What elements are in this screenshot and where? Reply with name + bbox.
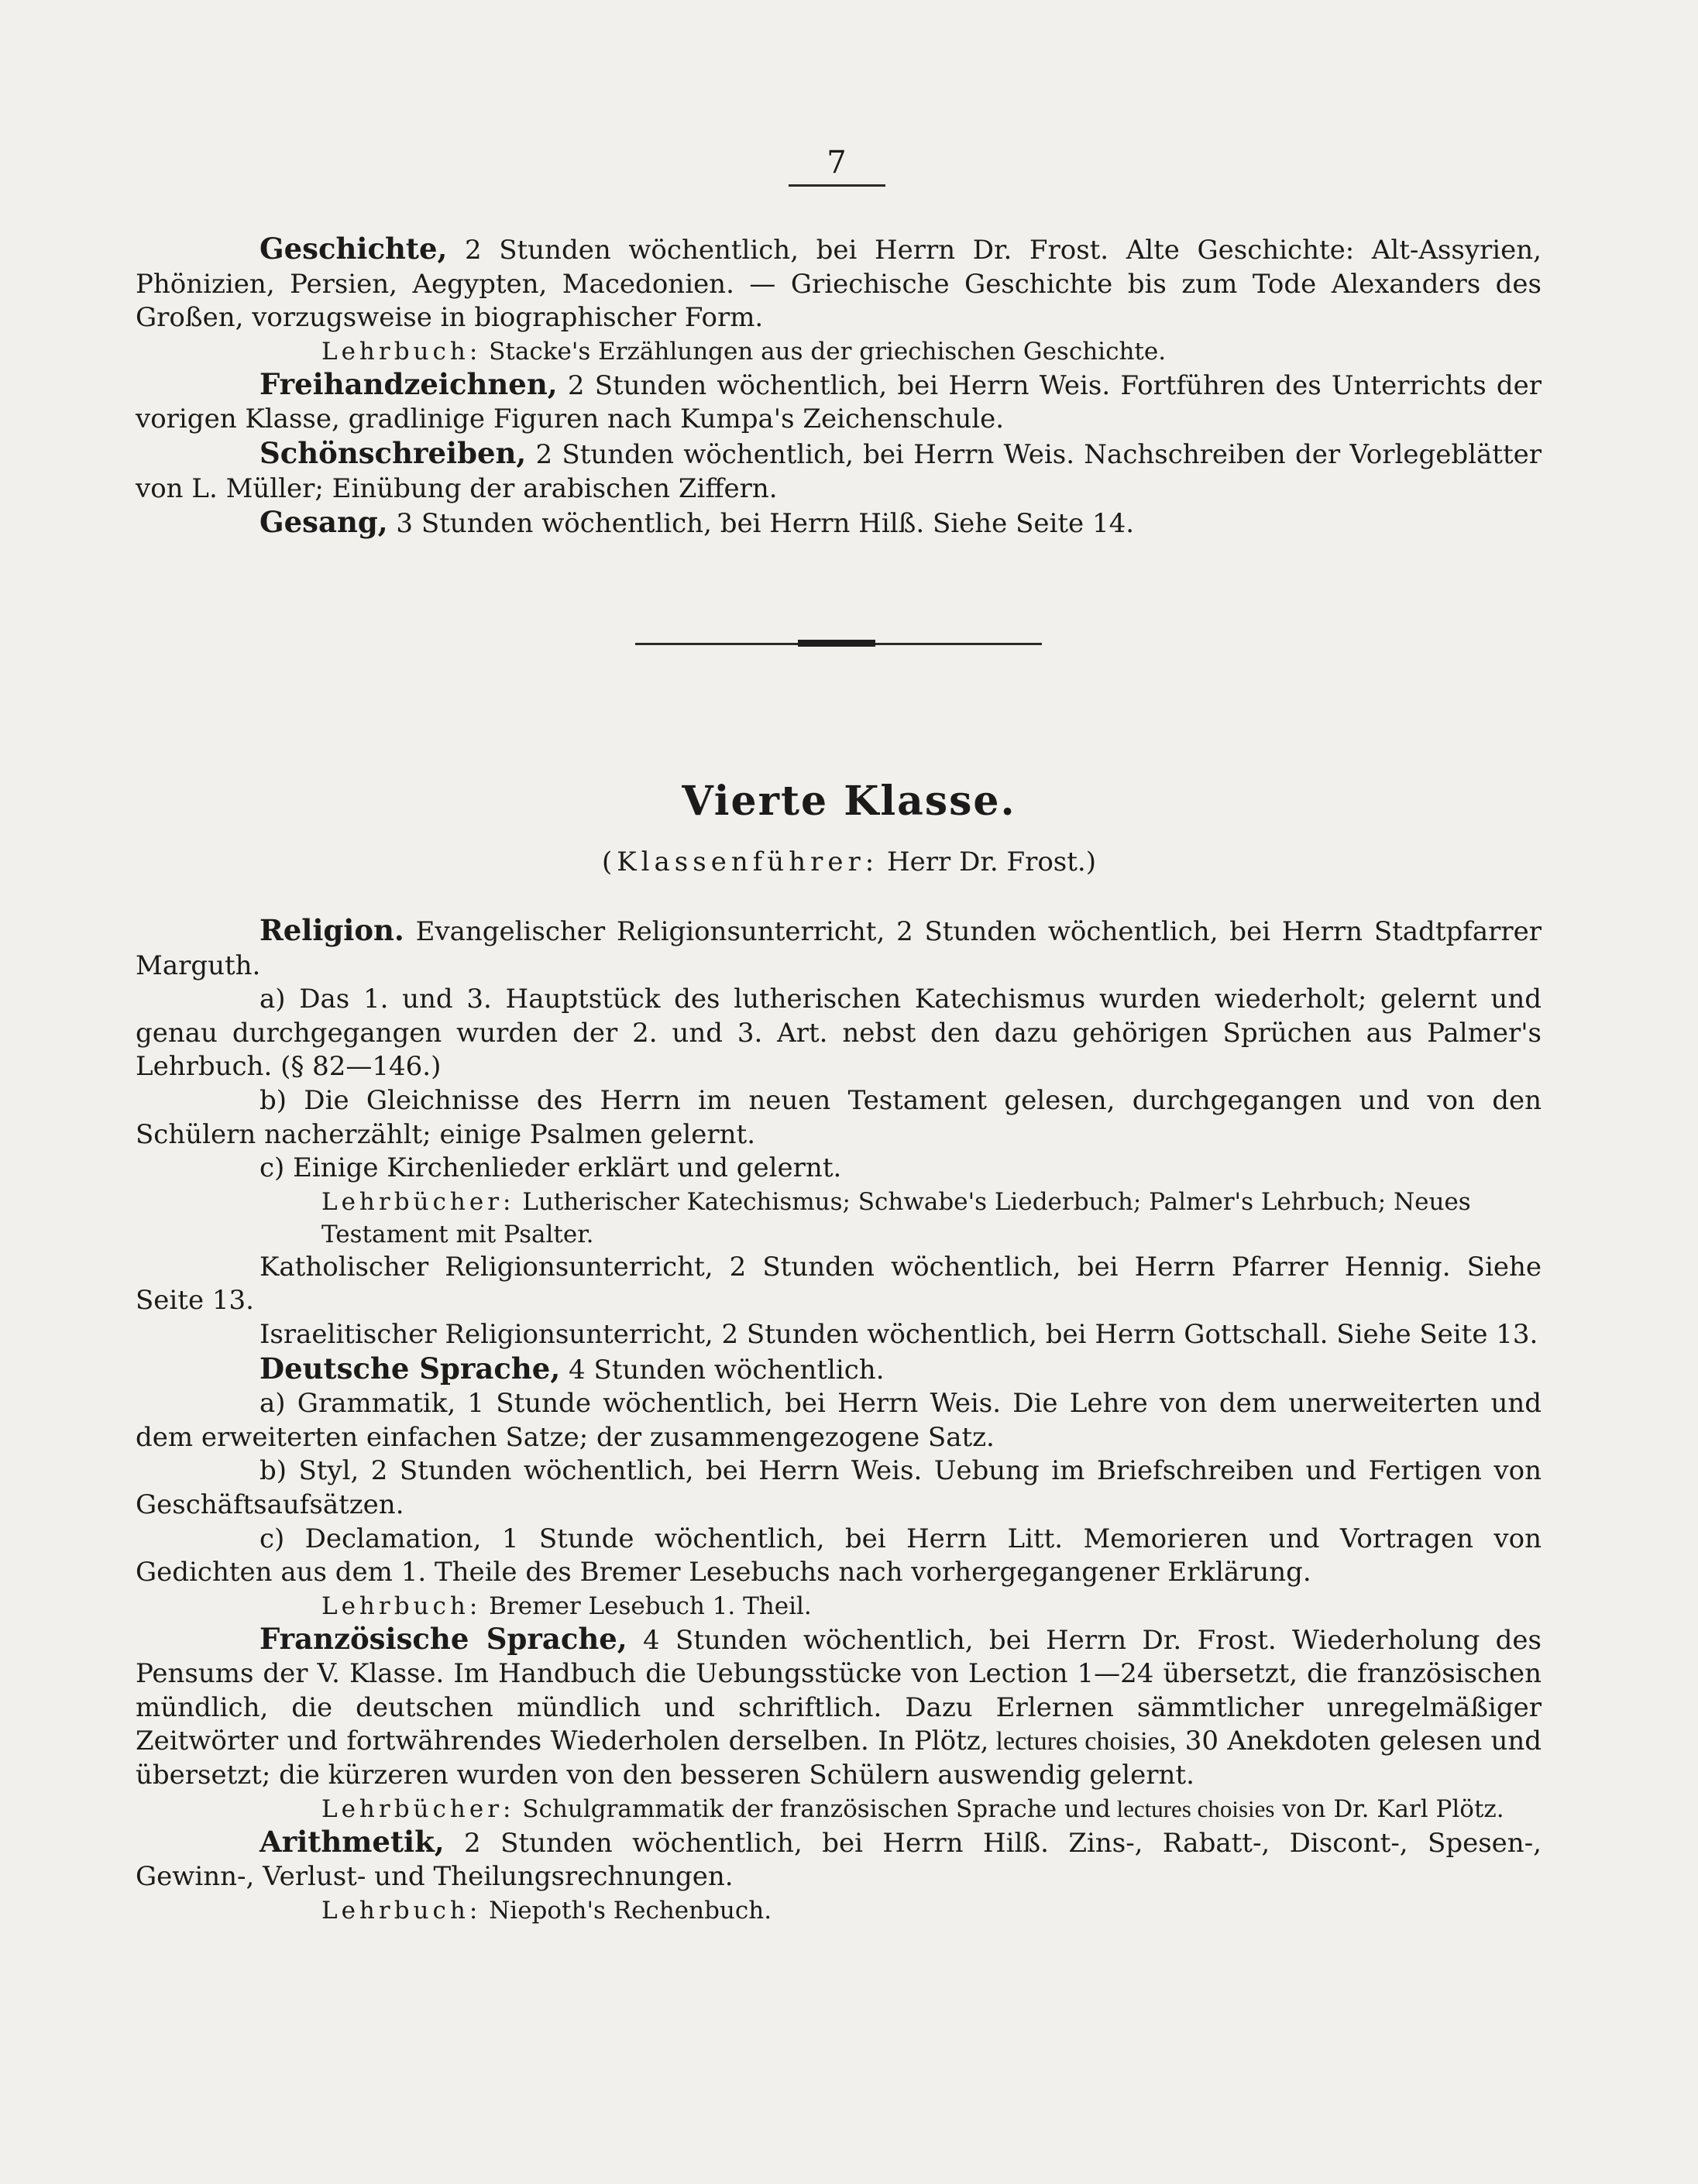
section-text: 3 Stunden wöchentlich, bei Herrn Hilß. Siehe Seite 14. [387, 508, 1135, 540]
section-text: Evangelischer Religionsunterricht, 2 Stunden wöchentlich, bei Herrn Stadtpfarrer Marguth. [136, 916, 1542, 981]
latin-title: lectures choisies [1110, 1794, 1275, 1822]
textbook-label: Lehrbuch: [321, 337, 482, 366]
section-jewish: Israelitischer Religionsunterricht, 2 Stunden wöchentlich, bei Herrn Gottschall. Siehe Seite 13. [260, 1318, 1538, 1350]
section-heading: Religion. [260, 913, 404, 947]
section-heading: Geschichte, [260, 232, 448, 266]
section-heading: Deutsche Sprache, [260, 1351, 561, 1386]
german-item-c: c) Declamation, 1 Stunde wöchentlich, bei Herrn Litt. Memorieren und Vortragen von Gedichten aus dem 1. Theile des Bremer Lesebuchs nach vorhergegangener Erklärung. [136, 1523, 1542, 1588]
divider-left [635, 643, 798, 645]
latin-title: lectures choisies, [988, 1727, 1177, 1756]
section-french [136, 1623, 1542, 1793]
section-text: 4 Stunden wöchentlich. [560, 1354, 885, 1386]
page-number-underline [789, 184, 885, 187]
section-heading: Gesang, [260, 505, 388, 540]
textbook-label: Lehrbücher: [321, 1187, 515, 1216]
divider-right [875, 643, 1042, 645]
textbook-title: Lutherischer Katechismus; Schwabe's Liederbuch; Palmer's Lehrbuch; Neues Testament mit Psalter. [321, 1187, 1471, 1248]
textbook-title: von Dr. Karl Plötz. [1274, 1794, 1504, 1823]
section-catholic: Katholischer Religionsunterricht, 2 Stunden wöchentlich, bei Herrn Pfarrer Hennig. Siehe Seite 13. [136, 1251, 1542, 1317]
religion-item-a: a) Das 1. und 3. Hauptstück des lutherischen Katechismus wurden wiederholt; gelernt und genau durchgegangen wurden der 2. und 3. Art. nebst den dazu gehörigen Sprüchen aus Palmer's Lehrbuch. (§ 82—146.) [136, 984, 1542, 1083]
textbook-line [136, 335, 1542, 368]
religion-item-b: b) Die Gleichnisse des Herrn im neuen Testament gelesen, durchgegangen und von den Schülern nacherzählt; einige Psalmen gelernt. [136, 1084, 1542, 1150]
textbook-line [136, 1186, 1542, 1251]
page-number: 7 [827, 145, 847, 180]
section-freihandzeichnen [136, 368, 1542, 437]
section-german [136, 1352, 1542, 1388]
textbook-line [136, 1590, 1542, 1623]
textbook-label: Lehrbuch: [321, 1896, 482, 1925]
top-sections [136, 232, 1542, 541]
section-gesang [136, 506, 1542, 541]
class-leader [0, 844, 1698, 880]
section-text: 2 Stunden wöchentlich, bei Herrn Hilß. Zins-, Rabatt-, Discont-, Spesen-, Gewinn-, Verlust- und Theilungsrechnungen. [136, 1827, 1542, 1893]
section-heading: Arithmetik, [260, 1824, 445, 1859]
section-heading: Französische Sprache, [260, 1621, 627, 1656]
textbook-title: Bremer Lesebuch 1. Theil. [481, 1592, 812, 1620]
textbook-title: Stacke's Erzählungen aus der griechischen Geschichte. [481, 337, 1167, 366]
divider-center [798, 640, 875, 647]
section-text: 4 Stunden wöchentlich, bei Herrn Dr. Frost. Wiederholung des Pensums der V. Klasse. Im Handbuch die Uebungsstücke von Lection 1—24 übersetzt, die französischen mündlich, die deutschen mündlich und schriftlich. Dazu Erlernen sämmtlicher unregelmäßiger Zeitwörter und fortwährendes Wiederholen derselben. In Plötz, [136, 1624, 1542, 1757]
section-heading: Schönschreiben, [260, 435, 527, 470]
section-geschichte [136, 232, 1542, 335]
section-text: 2 Stunden wöchentlich, bei Herrn Dr. Frost. Alte Geschichte: Alt-Assyrien, Phönizien, Persien, Aegypten, Macedonien. — Griechische Geschichte bis zum Tode Alexanders des Großen, vorzugsweise in biographischer Form. [136, 235, 1542, 334]
class-leader-label: (Klassenführer: [602, 846, 879, 877]
textbook-line [136, 1793, 1542, 1825]
german-item-a: a) Grammatik, 1 Stunde wöchentlich, bei Herrn Weis. Die Lehre von dem unerweiterten und dem erweiterten einfachen Satze; der zusammengezogene Satz. [136, 1388, 1542, 1453]
textbook-label: Lehrbücher: [321, 1794, 515, 1823]
section-text: 2 Stunden wöchentlich, bei Herrn Weis. Nachschreiben der Vorlegeblätter von L. Müller; Einübung der arabischen Ziffern. [136, 438, 1542, 504]
religion-item-c: c) Einige Kirchenlieder erklärt und gelernt. [260, 1152, 842, 1184]
section-text: 30 Anekdoten gelesen und übersetzt; die kürzeren wurden von den besseren Schülern auswendig gelernt. [136, 1726, 1542, 1791]
section-religion [136, 914, 1542, 983]
class-leader-name: Herr Dr. Frost.) [878, 846, 1096, 877]
textbook-title: Schulgrammatik der französischen Sprache und [514, 1794, 1111, 1823]
textbook-line [136, 1894, 1542, 1927]
german-item-b: b) Styl, 2 Stunden wöchentlich, bei Herrn Weis. Uebung im Briefschreiben und Fertigen von Geschäftsaufsätzen. [136, 1455, 1542, 1520]
section-text: 2 Stunden wöchentlich, bei Herrn Weis. Fortführen des Unterrichts der vorigen Klasse, gradlinige Figuren nach Kumpa's Zeichenschule. [136, 369, 1542, 435]
main-body [136, 914, 1542, 1927]
section-heading: Freihandzeichnen, [260, 366, 558, 401]
section-arithmetic [136, 1825, 1542, 1894]
textbook-label: Lehrbuch: [321, 1592, 482, 1620]
class-title: Vierte Klasse. [682, 778, 1016, 825]
textbook-title: Niepoth's Rechenbuch. [481, 1896, 772, 1925]
section-schoenschreiben [136, 437, 1542, 506]
